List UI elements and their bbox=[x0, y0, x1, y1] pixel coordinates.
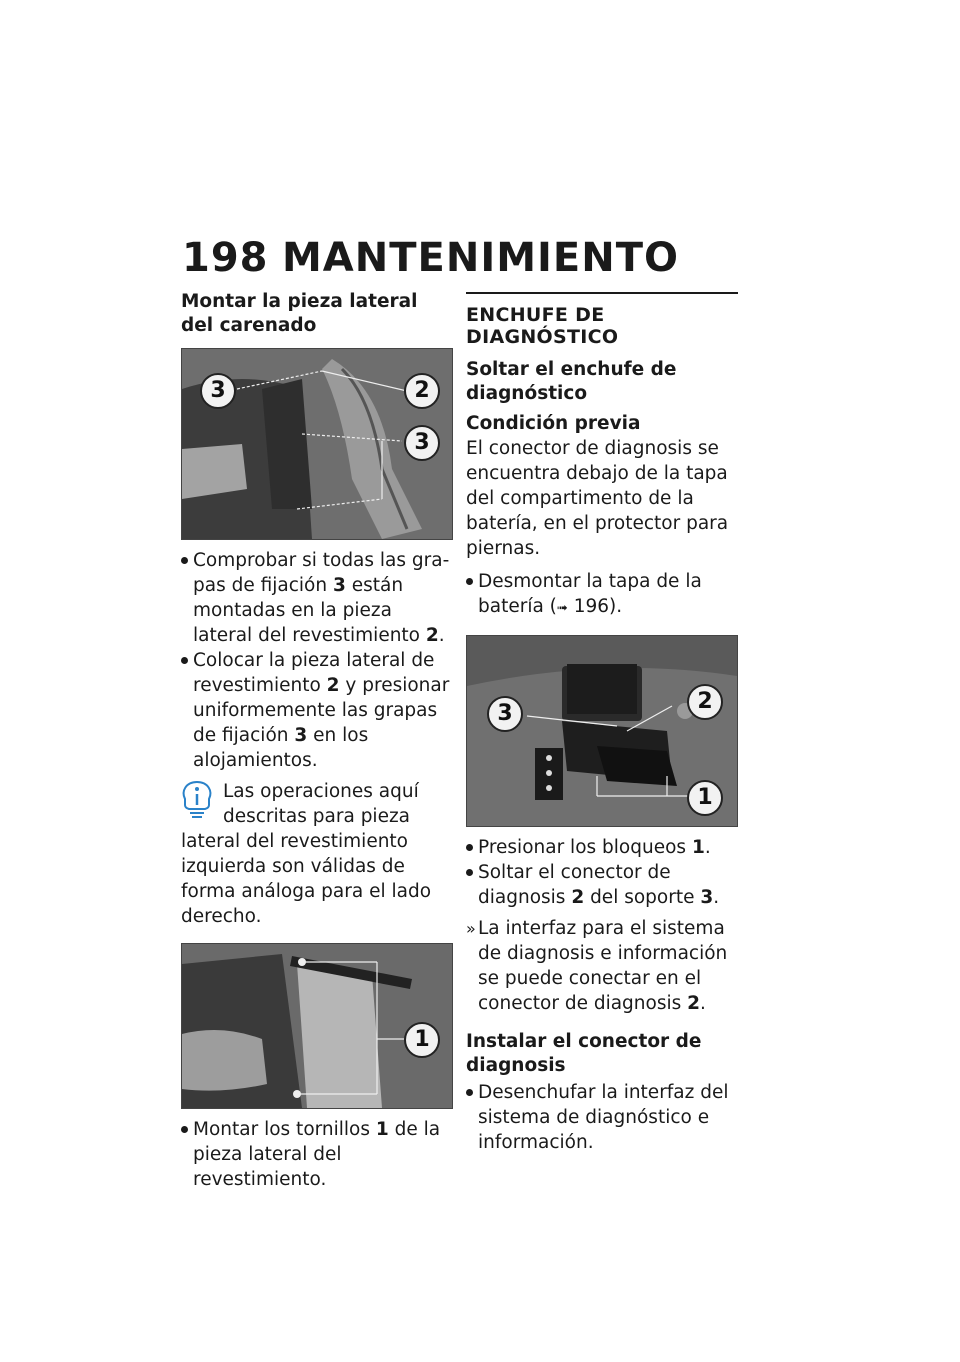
subtitle-release-connector: Soltar el enchufe de diagnóstico bbox=[466, 359, 677, 404]
steps-screws bbox=[181, 1117, 453, 1192]
info-note bbox=[181, 779, 453, 929]
subtitle-precondition: Condición previa bbox=[466, 413, 641, 434]
callout-3-top: 3 bbox=[200, 373, 236, 409]
callout-1: 1 bbox=[404, 1022, 440, 1058]
list-item: Montar los tornillos 1 de la pieza lateral del revestimiento. bbox=[181, 1117, 453, 1192]
result-marker-icon: » bbox=[466, 919, 476, 938]
list-item: Colocar la pieza lateral de revestimiento 2 y presionar uniformemente las grapas de fijación 3 en los alojamientos. bbox=[181, 648, 453, 773]
precondition-text: El conector de diagnosis se encuentra debajo de la tapa del compartimento de la batería, en el protector para piernas. bbox=[466, 438, 729, 559]
arrow-right-icon: ➟ bbox=[556, 601, 568, 616]
chapter-title: MANTENIMIENTO bbox=[282, 235, 679, 281]
list-item: Desmontar la tapa de la batería (➟ 196). bbox=[466, 569, 738, 621]
info-note-text: Las operaciones aquí descritas para pieza lateral del revestimiento izquierda son válidas de forma análoga para el lado derecho. bbox=[181, 781, 432, 927]
list-item: Presionar los bloqueos 1. bbox=[466, 835, 738, 860]
callout-2: 2 bbox=[687, 684, 723, 720]
list-item: Desenchufar la interfaz del sistema de diagnóstico e información. bbox=[466, 1080, 738, 1155]
figure-side-panel-clips bbox=[181, 348, 453, 540]
list-item: Comprobar si todas las grapas de fijación 3 están montadas en la pieza lateral del revestimiento 2. bbox=[181, 548, 453, 648]
subtitle-side-panel: Montar la pieza lateral del carenado bbox=[181, 291, 418, 336]
steps-install bbox=[466, 1080, 738, 1155]
callout-3-right: 3 bbox=[404, 425, 440, 461]
figure-diagnostic-connector bbox=[466, 635, 738, 827]
page-reference: 196 bbox=[573, 596, 610, 617]
section-title-diagnostic: ENCHUFE DE DIAGNÓSTICO bbox=[466, 292, 738, 348]
page-number: 198 bbox=[182, 235, 269, 281]
right-column bbox=[466, 290, 738, 1161]
result-item: » La interfaz para el sistema de diagnosis e información se puede conectar en el conector de diagnosis 2. bbox=[466, 918, 728, 1014]
steps-side-panel bbox=[181, 548, 453, 773]
subtitle-install-connector: Instalar el conector de diagnosis bbox=[466, 1031, 702, 1076]
steps-release bbox=[466, 835, 738, 910]
left-column bbox=[181, 290, 453, 1198]
callout-2: 2 bbox=[404, 373, 440, 409]
figure-side-panel-screws bbox=[181, 943, 453, 1109]
steps-precondition bbox=[466, 569, 738, 621]
callout-1: 1 bbox=[687, 780, 723, 816]
info-icon bbox=[177, 779, 217, 823]
callout-3: 3 bbox=[487, 696, 523, 732]
list-item: Soltar el conector de diagnosis 2 del soporte 3. bbox=[466, 860, 738, 910]
